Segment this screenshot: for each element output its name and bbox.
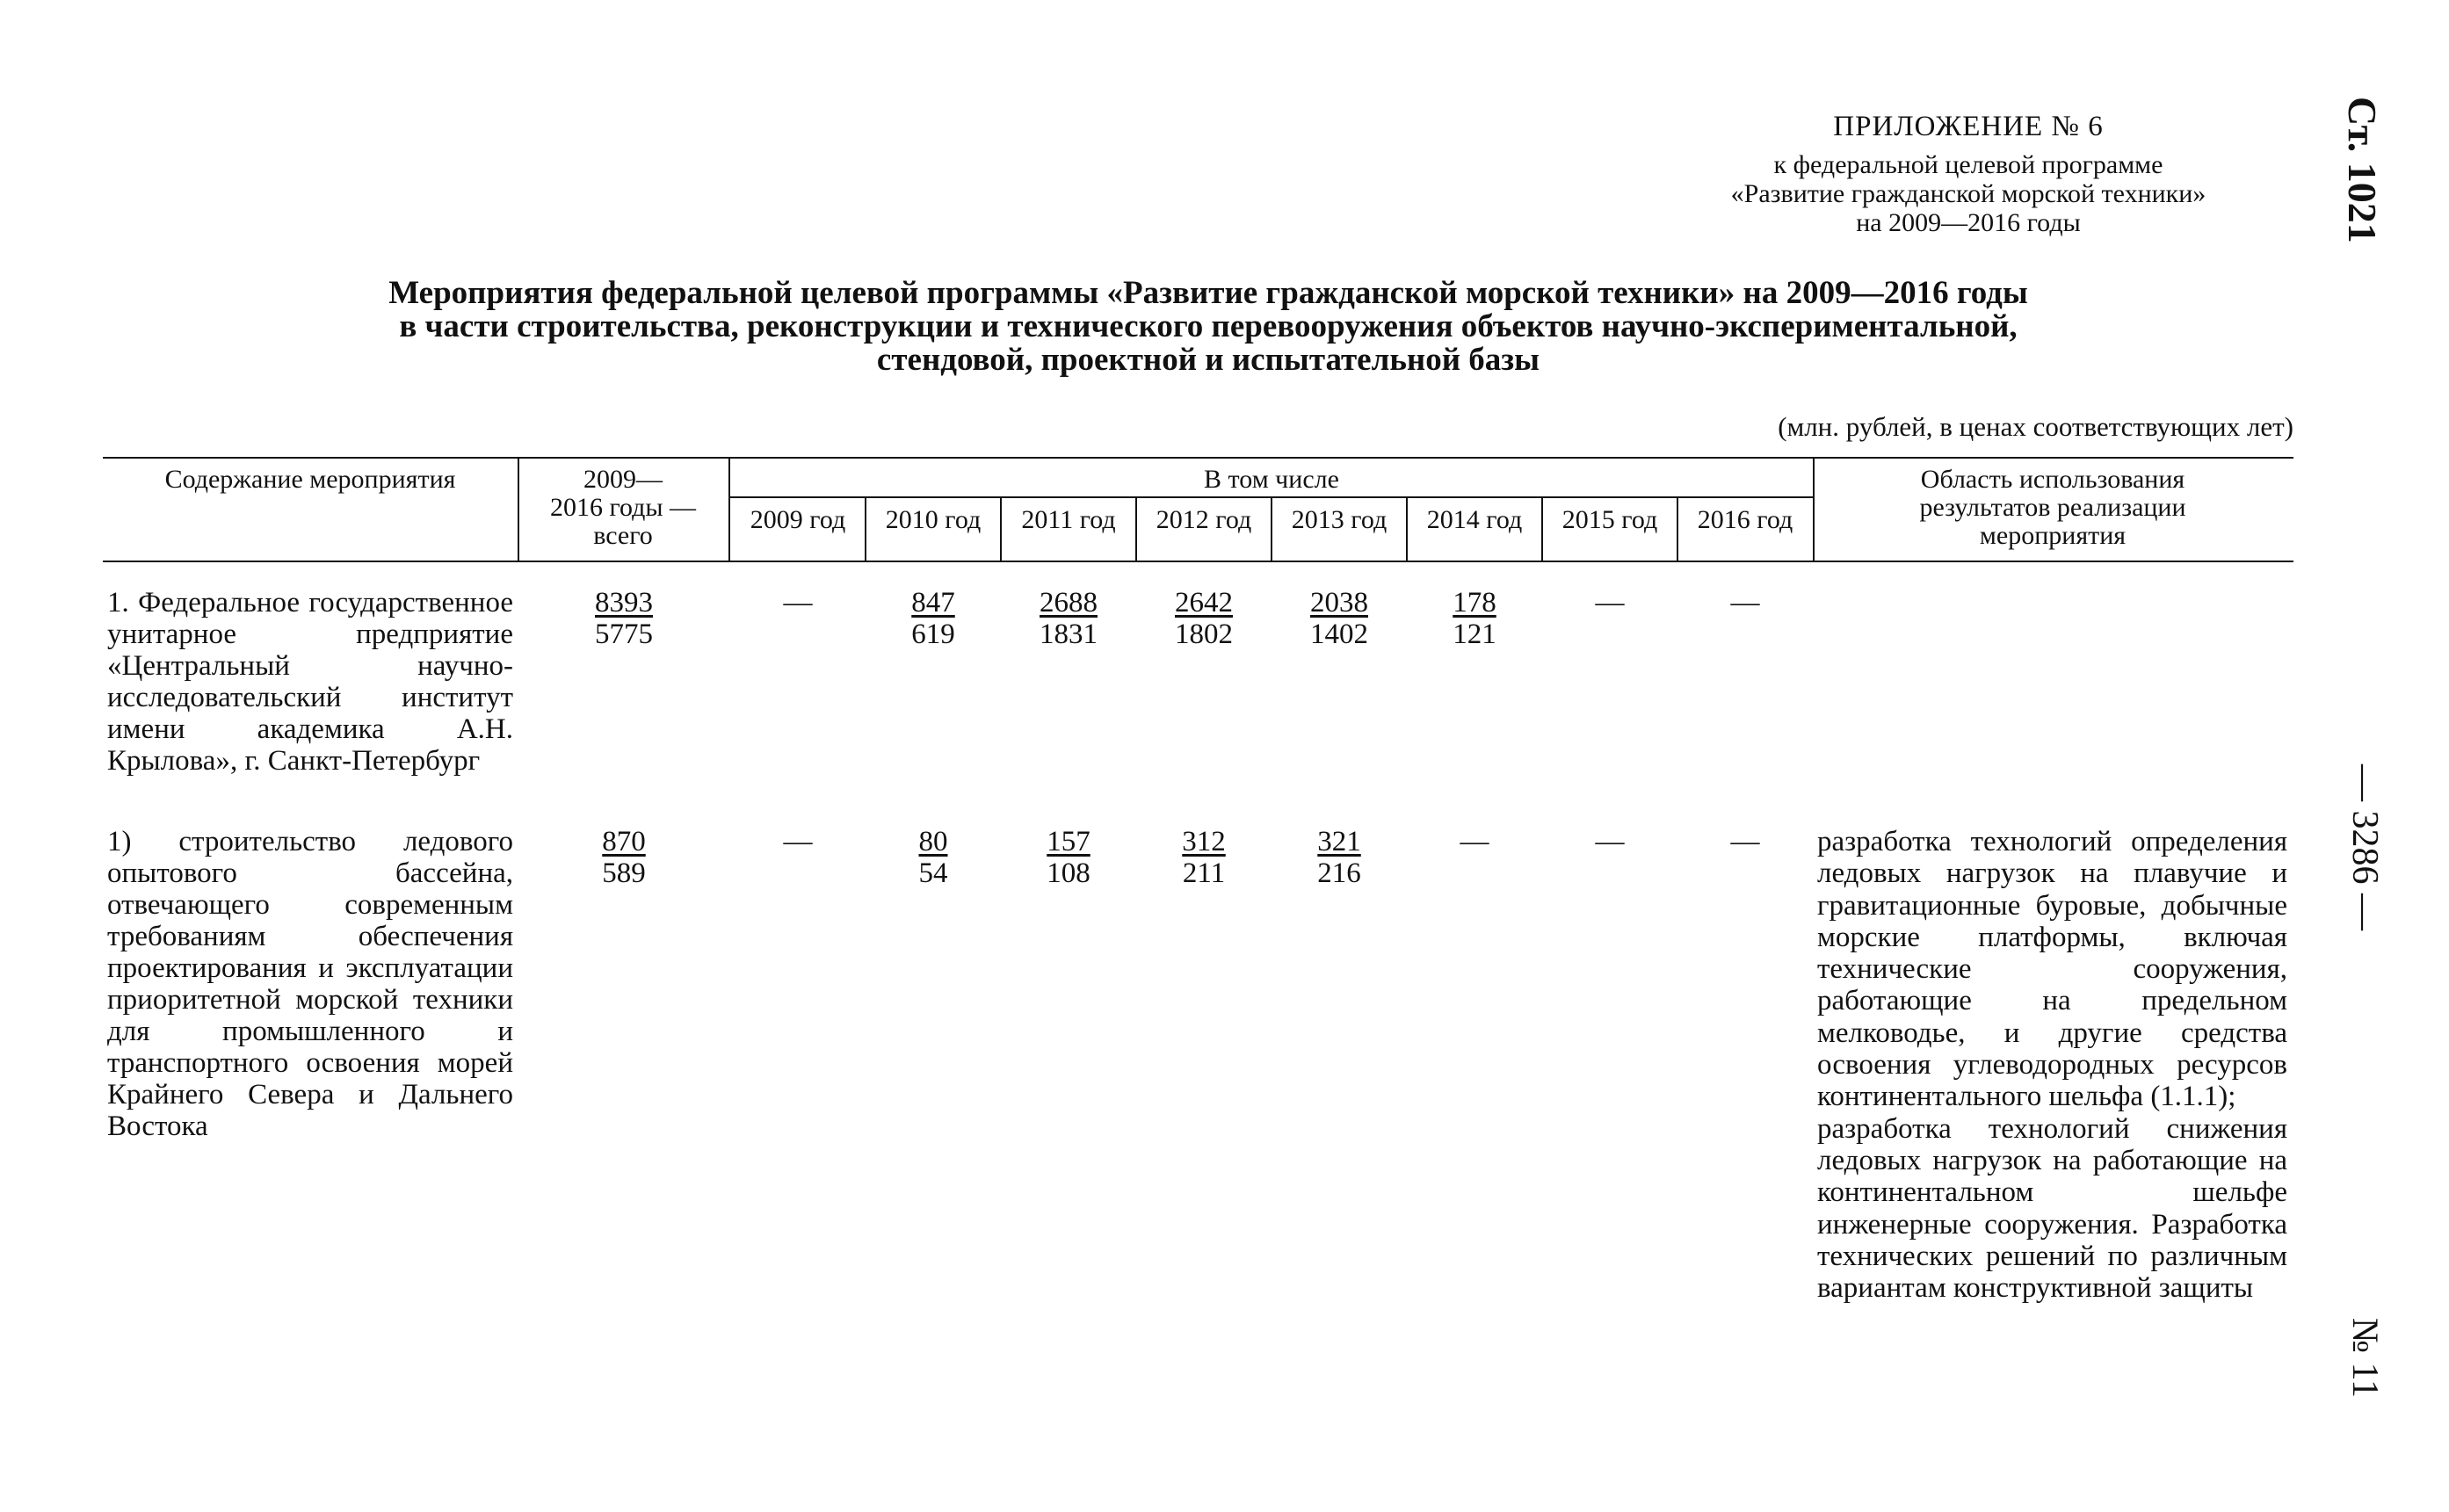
value-total [567, 587, 681, 650]
value-2015-empty: — [1595, 587, 1625, 619]
header-year-2012: 2012 год [1156, 505, 1252, 534]
value-numerator: 312 [1182, 826, 1226, 857]
value-2016-empty: — [1730, 587, 1760, 619]
article-number: Ст. 1021 [2340, 97, 2385, 243]
units-note: (млн. рублей, в ценах соответствующих лет) [1778, 411, 2293, 442]
value-2013 [1282, 826, 1396, 889]
row-description: 1. Федеральное государственное унитарное предприятие «Центральный научно-исследовательский институт имени академика А.Н. Крылова», г. Санкт-Петербург [107, 587, 513, 777]
header-year-2009: 2009 год [750, 505, 846, 534]
col-divider [1813, 458, 1815, 561]
value-2011 [1011, 826, 1126, 889]
value-denominator: 1831 [1040, 619, 1098, 650]
title-line-2: в части строительства, реконструкции и технического перевооружения объектов научно-экспериментальной, [399, 308, 2018, 344]
header-year-2014: 2014 год [1426, 505, 1523, 534]
value-denominator: 121 [1453, 619, 1496, 650]
value-numerator: 2038 [1310, 587, 1368, 619]
value-denominator: 1802 [1175, 619, 1233, 650]
appendix-header [1652, 112, 2285, 237]
value-total [567, 826, 681, 889]
value-denominator: 5775 [595, 619, 653, 650]
title-line-1: Мероприятия федеральной целевой программы «Развитие гражданской морской техники» на 2009—2016 годы [388, 275, 2028, 311]
value-numerator: 157 [1047, 826, 1090, 857]
value-numerator: 2642 [1175, 587, 1233, 619]
table-top-rule [103, 457, 2293, 459]
value-2011 [1011, 587, 1126, 650]
appendix-line-2: «Развитие гражданской морской техники» [1730, 179, 2206, 208]
value-denominator: 108 [1047, 857, 1090, 889]
appendix-title: ПРИЛОЖЕНИЕ № 6 [1833, 111, 2104, 142]
header-area-line-2: результатов реализации [1919, 493, 2186, 522]
row-application-area [1817, 826, 2287, 1304]
row-description: 1) строительство ледового опытового бассейна, отвечающего современным требованиям обеспечения проектирования и эксплуатации приоритетной морской техники для промышленного и транспортного освоения морей Крайнего Севера и Дальнего Востока [107, 826, 513, 1142]
value-2012 [1147, 587, 1261, 650]
header-total-line-1: 2009— [583, 465, 663, 494]
value-2016-empty: — [1730, 826, 1760, 857]
value-2010 [876, 826, 990, 889]
appendix-line-3: на 2009—2016 годы [1856, 208, 2081, 237]
header-including: В том числе [1204, 465, 1339, 494]
value-2014-empty: — [1460, 826, 1489, 857]
value-numerator: 178 [1453, 587, 1496, 619]
header-total-line-2: 2016 годы — [549, 493, 697, 522]
value-denominator: 216 [1317, 857, 1361, 889]
header-total [520, 466, 726, 550]
value-2015-empty: — [1595, 826, 1625, 857]
value-denominator: 1402 [1310, 619, 1368, 650]
value-numerator: 870 [602, 826, 646, 857]
value-denominator: 211 [1182, 857, 1226, 889]
col-divider [728, 458, 730, 561]
header-year-2015: 2015 год [1561, 505, 1658, 534]
value-numerator: 321 [1317, 826, 1361, 857]
value-2009-empty: — [783, 826, 813, 857]
header-area [1815, 466, 2290, 550]
value-denominator: 589 [602, 857, 646, 889]
application-area-part-1: разработка технологий определения ледовых нагрузок на плавучие и гравитационные буровые, добычные морские платформы, включая технические сооружения, работающие на предельном мелководье, и другие средства освоения углеводородных ресурсов континентального шельфа (1.1.1); [1817, 826, 2287, 1113]
header-area-line-3: мероприятия [1979, 521, 2127, 550]
value-2014 [1417, 587, 1532, 650]
table-row [0, 826, 2449, 1388]
header-year-2013: 2013 год [1291, 505, 1388, 534]
value-2009-empty: — [783, 587, 813, 619]
appendix-line-1: к федеральной целевой программе [1773, 150, 2163, 179]
value-denominator: 54 [918, 857, 948, 889]
application-area-part-2: разработка технологий снижения ледовых нагрузок на работающие на континентальном шельфе инженерные сооружения. Разработка технических решений по различным вариантам конструктивной защиты [1817, 1112, 2287, 1305]
header-year-2016: 2016 год [1697, 505, 1793, 534]
value-2012 [1147, 826, 1261, 889]
col-divider [518, 458, 519, 561]
value-2010 [876, 587, 990, 650]
header-year-2010: 2010 год [885, 505, 982, 534]
header-year-2011: 2011 год [1021, 505, 1116, 534]
header-content: Содержание мероприятия [164, 465, 456, 494]
value-2013 [1282, 587, 1396, 650]
value-denominator: 619 [911, 619, 955, 650]
header-total-line-3: всего [593, 521, 653, 550]
table-header-bottom-rule [103, 561, 2293, 562]
page-number: — 3286 — [2344, 764, 2385, 930]
table-row [0, 587, 2449, 815]
value-numerator: 8393 [595, 587, 653, 619]
document-title [101, 277, 2315, 377]
value-numerator: 847 [911, 587, 955, 619]
title-line-3: стендовой, проектной и испытательной базы [876, 342, 1540, 378]
value-numerator: 2688 [1040, 587, 1098, 619]
header-area-line-1: Область использования [1920, 465, 2185, 494]
issue-number: № 11 [2344, 1318, 2385, 1399]
value-numerator: 80 [918, 826, 948, 857]
